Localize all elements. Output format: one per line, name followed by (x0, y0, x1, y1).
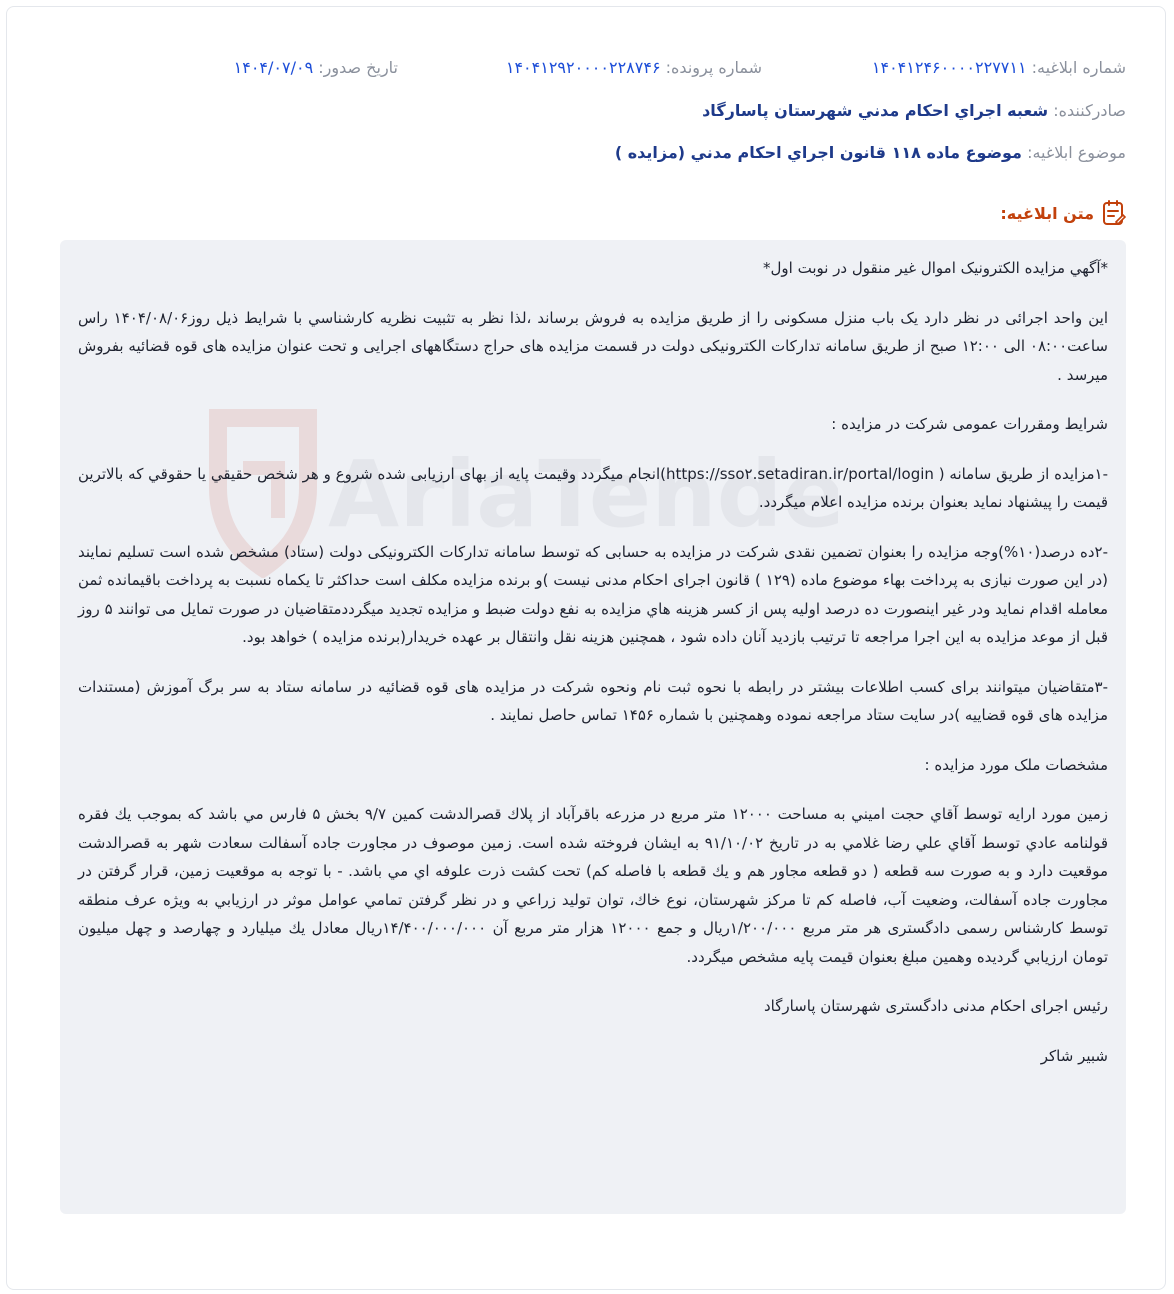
paragraph-heading: *آگهي مزایده الکترونیک اموال غیر منقول در نوبت اول* (763, 259, 1108, 277)
paragraph-property-title: مشخصات ملک مورد مزایده : (924, 755, 1108, 774)
subject-value: موضوع ماده ۱۱۸ قانون اجراي احکام مدني (مزایده ) (614, 143, 1022, 162)
case-number-label: شماره پرونده: (665, 58, 762, 77)
notice-number-value: ۱۴۰۴۱۲۴۶۰۰۰۰۲۲۷۷۱۱ (871, 58, 1027, 77)
notice-text-heading (1000, 200, 1126, 226)
paragraph-conditions-title: شرایط ومقررات عمومی شرکت در مزایده : (831, 415, 1108, 433)
paragraph-property-details: زمین مورد ارایه توسط آقاي حجت اميني به مساحت ۱۲۰۰۰ متر مربع در مزرعه باقرآباد از پلاك قصرالدشت کمین ۹/۷ بخش ۵ فارس مي باشد که بموجب يك فقره قولنامه عادي توسط آقاي علي رضا غلامي به در تاریخ ۹۱/۱۰/۰۲ به ایشان فروخته شده است. زمین موصوف در مجاورت جاده آسفالت سعادت شهر به قصرالدشت موقعیت دارد و به صورت سه قطعه ( دو قطعه مجاور هم و یك قطعه با فاصله کم) تحت کشت ذرت علوفه اي مي باشد. - با توجه به موقعیت زمین، قرار گرفتن در مجاورت جاده آسفالت، وضعیت آب، فاصله کم تا مرکز شهرستان، نوع خاك، توان تولید زراعي و در نظر گرفتن تمامي عوامل موثر در ارزیابي به ویژه عرف منطقه توسط کارشناس رسمی دادگستری هر متر مربع ۱/۲۰۰/۰۰۰ریال و جمع ۱۲۰۰۰ هزار متر مربع آن ۱۴/۴۰۰/۰۰۰/۰۰۰ریال معادل يك ميليارد و چهارصد و چهل ميليون تومان ارزیابي گردیده وهمين مبلغ بعنوان قيمت پايه مشخص ميگردد. (78, 805, 1108, 966)
issue-date (234, 58, 398, 77)
notice-number-label: شماره ابلاغیه: (1031, 58, 1126, 77)
notice-text-title: متن ابلاغیه: (1000, 203, 1094, 223)
issuer-value: شعبه اجراي احکام مدني شهرستان پاسارگاد (702, 101, 1049, 120)
issuer-label: صادرکننده: (1053, 101, 1126, 120)
paragraph-condition-1: -۱مزایده از طریق سامانه ( https://sso۲.setadiran.ir/portal/login)انجام میگردد وقیمت پایه از بهای ارزیابی شده شروع و هر شخص حقیقي یا حقوقي که بالاترین قیمت را پیشنهاد نماید بعنوان برنده مزایده اعلام میگردد. (78, 464, 1109, 511)
watermark-text: AriaTende (328, 441, 838, 548)
case-number-value: ۱۴۰۴۱۲۹۲۰۰۰۰۲۲۸۷۴۶ (505, 58, 661, 77)
paragraph-signatory-name: شبیر شاکر (1040, 1046, 1108, 1065)
issue-date-label: تاریخ صدور: (318, 58, 398, 77)
paragraph-intro: این واحد اجرائی در نظر دارد یک باب منزل مسکونی را از طریق مزایده به فروش برساند ،لذا نظر به تثبیت نظریه کارشناسي با شرایط ذیل روز۱۴۰۴/۰۸/۰۶ راس ساعت۰۸:۰۰ الی ۱۲:۰۰ صبح از طریق سامانه تدارکات الکترونیکی دولت در قسمت مزایده های حراج دستگاههای اجرایی و تحت عنوان مزایده های قوه قضائیه بفروش میرسد . (78, 308, 1108, 384)
notice-text-body (60, 240, 1126, 1214)
notice-subject (615, 143, 1126, 162)
paragraph-signatory-title: رئیس اجرای احکام مدنی دادگستری شهرستان پاسارگاد (763, 997, 1108, 1015)
issue-date-value: ۱۴۰۴/۰۷/۰۹ (233, 58, 314, 77)
case-number (506, 58, 762, 77)
paragraph-condition-3: -۳متقاضیان میتوانند برای کسب اطلاعات بیشتر در رابطه با نحوه ثبت نام ونحوه شرکت در مزایده های قوه قضائیه در سامانه ستاد به سر برگ آموزش (مستندات مزایده های قوه قضاییه )در سایت ستاد مراجعه نموده وهمچنین با شماره ۱۴۵۶ تماس حاصل نمایند . (78, 677, 1108, 724)
notice-number (872, 58, 1126, 77)
document-text-icon (1102, 200, 1126, 226)
paragraph-condition-2: -۲ده درصد(۱۰%)وجه مزایده را بعنوان تضمین نقدی شرکت در مزایده به حسابی که توسط سامانه تدارکات الکترونیکی دولت (ستاد) مشخص شده است تسلیم نمایند (در این صورت نیازی به پرداخت بهاء موضوع ماده (۱۲۹ ) قانون اجرای احکام مدنی نیست )و برنده مزایده مکلف است حداکثر تا یکماه نسبت به پرداخت باقیمانده ثمن معامله اقدام نماید ودر غیر اینصورت ده درصد اولیه پس از کسر هزینه هاي مزایده به نفع دولت ضبط و مزایده تجدید میگرددمتقاضیان در صورت تمایل می توانند ۵ روز قبل از موعد مزایده به این اجرا مراجعه تا ترتیب بازدید آنان داده شود ، همچنین هزینه نقل وانتقال بر عهده خریدار(برنده مزایده ) خواهد بود. (78, 542, 1109, 646)
issuer (702, 101, 1126, 120)
subject-label: موضوع ابلاغیه: (1027, 143, 1126, 162)
